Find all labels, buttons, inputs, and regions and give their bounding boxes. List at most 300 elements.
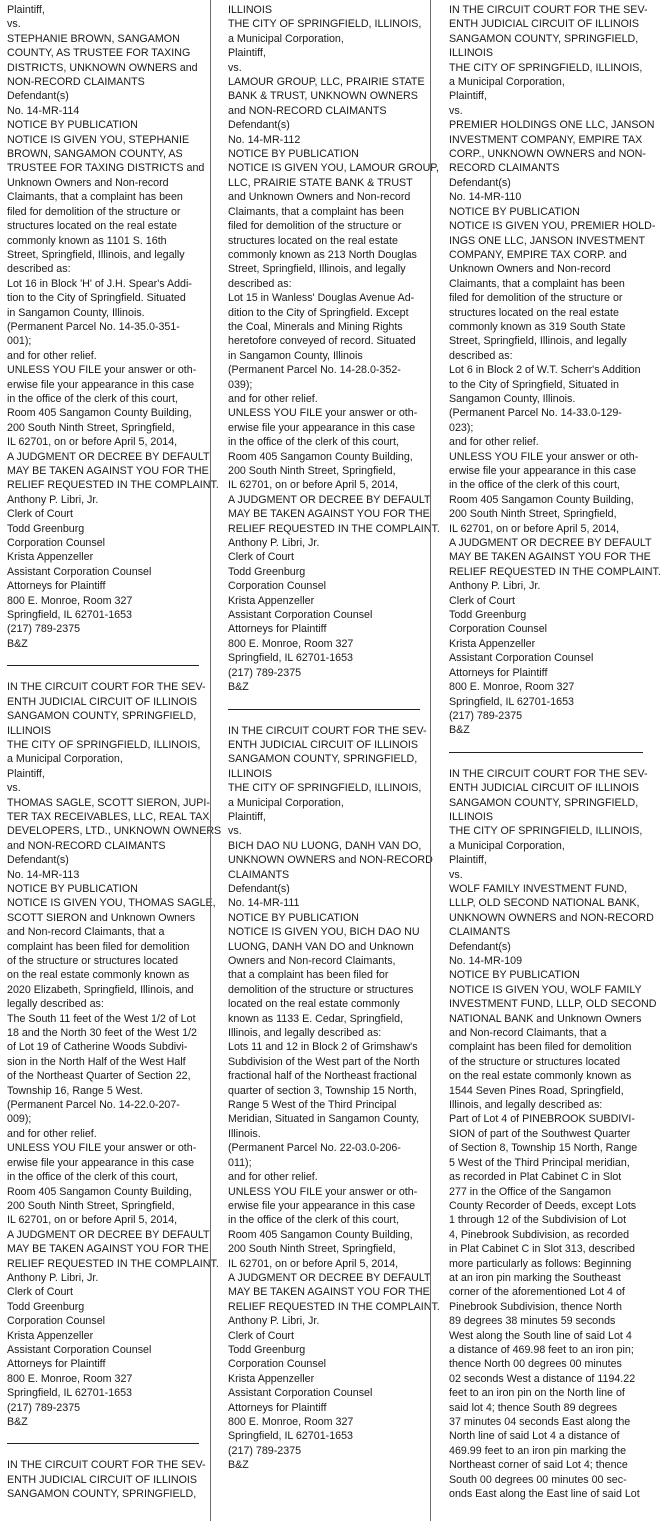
notice-text-line: Krista Appenzeller <box>449 637 536 650</box>
notice-text-line: Corporation Counsel <box>7 1315 106 1328</box>
notice-text-line: 2020 Elizabeth, Springfield, Illinois, and <box>7 983 194 996</box>
notice-text-line: A JUDGMENT OR DECREE BY DEFAULT <box>7 1228 210 1241</box>
notice-text-line: of Lot 19 of Catherine Woods Subdivi- <box>7 1041 188 1054</box>
notice-text-line: quarter of section 3, Township 15 North, <box>228 1084 417 1097</box>
notice-text-line: (Permanent Parcel No. 14-22.0-207- <box>7 1099 180 1112</box>
notice-text-line: CLAIMANTS <box>228 868 290 881</box>
notice-separator-rule <box>228 709 420 710</box>
notice-text-line: Plaintiff, <box>7 767 45 780</box>
notice-text-line: ILLINOIS <box>228 767 272 780</box>
notice-text-line: IL 62701, on or before April 5, 2014, <box>228 479 399 492</box>
notice-text-line: described as: <box>7 263 71 276</box>
notice-text-line: onds East along the East line of said Lot <box>449 1488 640 1501</box>
notice-text-line: demolition of the structure or structures <box>228 983 414 996</box>
notice-text-line: WOLF FAMILY INVESTMENT FUND, <box>449 882 628 895</box>
notice-text-line: Illinois. <box>228 1127 261 1140</box>
notice-text-line: Todd Greenburg <box>228 1343 306 1356</box>
notice-text-line: Attorneys for Plaintiff <box>449 666 548 679</box>
notice-text-line: (Permanent Parcel No. 22-03.0-206- <box>228 1142 401 1155</box>
notice-text-line: Assistant Corporation Counsel <box>228 609 373 622</box>
notice-text-line: No. 14-MR-114 <box>7 104 80 117</box>
notice-text-line: Street, Springfield, Illinois, and legally <box>449 335 627 348</box>
notice-text-line: Pinebrook Subdivision, thence North <box>449 1300 622 1313</box>
notice-text-line: NOTICE BY PUBLICATION <box>449 205 580 218</box>
notice-text-line: UNKNOWN OWNERS and NON-RECORD <box>228 854 433 867</box>
notice-text-line: a Municipal Corporation, <box>449 76 565 89</box>
notice-text-line: a distance of 469.98 feet to an iron pin; <box>449 1343 634 1356</box>
notice-text-line: sion in the North Half of the West Half <box>7 1055 186 1068</box>
legal-notice <box>449 767 657 1502</box>
notice-text-line: structures located on the real estate <box>228 234 398 247</box>
notice-text-line: ILLINOIS <box>449 810 493 823</box>
notice-text-line: and Non-record Claimants, that a <box>449 1027 607 1040</box>
notice-text-line: Anthony P. Libri, Jr. <box>449 580 541 593</box>
notice-text-line: IL 62701, on or before April 5, 2014, <box>7 436 178 449</box>
notice-text-line: at an iron pin marking the Southeast <box>449 1271 621 1284</box>
notice-text-line: Defendant(s) <box>7 854 69 867</box>
notice-text-line: IL 62701, on or before April 5, 2014, <box>449 522 620 535</box>
notice-text-line: and NON-RECORD CLAIMANTS <box>7 839 166 852</box>
notice-text-line: SION of part of the Southwest Quarter <box>449 1127 631 1140</box>
notice-text-line: Plaintiff, <box>7 4 45 16</box>
notice-text-line: IN THE CIRCUIT COURT FOR THE SEV- <box>449 767 648 780</box>
notice-text-line: IN THE CIRCUIT COURT FOR THE SEV- <box>449 4 648 16</box>
notice-text-line: Clerk of Court <box>7 508 73 521</box>
notice-text-line: Assistant Corporation Counsel <box>7 565 152 578</box>
notice-text-line: SANGAMON COUNTY, SPRINGFIELD, <box>449 32 639 45</box>
notice-text-line: described as: <box>449 349 513 362</box>
notice-text-line: RELIEF REQUESTED IN THE COMPLAINT. <box>228 1300 440 1313</box>
notice-text-line: ENTH JUDICIAL CIRCUIT OF ILLINOIS <box>449 782 640 795</box>
notice-text-line: MAY BE TAKEN AGAINST YOU FOR THE <box>449 551 651 564</box>
notice-text-line: NOTICE BY PUBLICATION <box>7 882 138 895</box>
notice-text-line: and for other relief. <box>228 1171 318 1184</box>
notice-text-line: and for other relief. <box>228 392 318 405</box>
column-1 <box>7 3 222 1502</box>
notice-text-line: RELIEF REQUESTED IN THE COMPLAINT. <box>7 1257 219 1270</box>
notice-text-line: Room 405 Sangamon County Building, <box>228 450 413 463</box>
notice-text-line: that a complaint has been filed for <box>228 969 389 982</box>
notice-text-line: more particularly as follows: Beginning <box>449 1257 632 1270</box>
notice-text-line: 011); <box>228 1156 252 1169</box>
notice-text-line: 200 South Ninth Street, Springfield, <box>228 465 396 477</box>
notice-text-line: Springfield, IL 62701-1653 <box>228 1430 353 1443</box>
notice-text-line: heretofore conveyed of record. Situated <box>228 335 416 348</box>
notice-text-line: MAY BE TAKEN AGAINST YOU FOR THE <box>7 465 209 477</box>
notice-text-line: (217) 789-2375 <box>228 1444 302 1457</box>
notice-text-line: filed for demolition of the structure or <box>449 292 623 305</box>
notice-text-line: Assistant Corporation Counsel <box>228 1387 373 1400</box>
notice-text-line: Claimants, that a complaint has been <box>228 205 404 218</box>
notice-text-line: in Sangamon County, Illinois <box>228 349 363 362</box>
notice-text-line: West along the South line of said Lot 4 <box>449 1329 632 1342</box>
notice-text-line: on the real estate commonly known as <box>7 969 190 982</box>
notice-text-line: Lot 15 in Wanless' Douglas Avenue Ad- <box>228 292 415 305</box>
notice-text-line: UNLESS YOU FILE your answer or oth- <box>228 1185 418 1198</box>
notice-text-line: filed for demolition of the structure or <box>228 220 402 233</box>
notice-text-line: BICH DAO NU LUONG, DANH VAN DO, <box>228 839 422 852</box>
notice-text-line: commonly known as 1101 S. 16th <box>7 234 167 247</box>
notice-text-line: on the real estate commonly known as <box>449 1070 632 1083</box>
notice-text-line: Clerk of Court <box>449 594 515 607</box>
notice-text-line: described as: <box>228 277 292 290</box>
notice-text-line: 200 South Ninth Street, Springfield, <box>7 1199 175 1212</box>
notice-text-line: thence North 00 degrees 00 minutes <box>449 1358 622 1371</box>
notice-text-line: Springfield, IL 62701-1653 <box>7 1387 132 1400</box>
notice-text-line: Room 405 Sangamon County Building, <box>7 1185 192 1198</box>
notice-text-line: Todd Greenburg <box>449 609 527 622</box>
notice-text-line: SANGAMON COUNTY, SPRINGFIELD, <box>7 710 197 723</box>
notice-text-line: and NON-RECORD CLAIMANTS <box>228 104 387 117</box>
notice-text-line: vs. <box>7 18 21 31</box>
legal-notice <box>7 680 222 1429</box>
notice-text-line: Meridian, Situated in Sangamon County, <box>228 1113 420 1126</box>
notice-text-line: 37 minutes 04 seconds East along the <box>449 1416 631 1428</box>
notice-text-line: Plaintiff, <box>449 90 487 103</box>
notice-text-line: the Coal, Minerals and Mining Rights <box>228 320 403 333</box>
notice-text-line: erwise file your appearance in this case <box>7 1156 195 1169</box>
notice-text-line: Attorneys for Plaintiff <box>7 580 106 593</box>
notice-text-line: INGS ONE LLC, JANSON INVESTMENT <box>449 234 645 247</box>
notice-text-line: STEPHANIE BROWN, SANGAMON <box>7 32 180 45</box>
notice-text-line: corner of the aforementioned Lot 4 of <box>449 1286 625 1299</box>
notice-text-line: in Sangamon County, Illinois. <box>7 306 145 319</box>
notice-text-line: Corporation Counsel <box>7 537 106 550</box>
notice-text-line: in the office of the clerk of this court, <box>228 436 399 449</box>
notice-text-line: NATIONAL BANK and Unknown Owners <box>449 1012 642 1025</box>
notice-text-line: Defendant(s) <box>228 882 290 895</box>
notice-text-line: IL 62701, on or before April 5, 2014, <box>7 1214 178 1227</box>
notice-text-line: vs. <box>449 104 463 117</box>
notice-text-line: (Permanent Parcel No. 14-33.0-129- <box>449 407 622 420</box>
notice-text-line: Part of Lot 4 of PINEBROOK SUBDIVI- <box>449 1113 635 1126</box>
notice-text-line: 800 E. Monroe, Room 327 <box>449 681 575 694</box>
notice-text-line: Plaintiff, <box>228 810 266 823</box>
notice-text-line: B&Z <box>7 1416 28 1428</box>
notice-text-line: 039); <box>228 378 253 391</box>
notice-text-line: A JUDGMENT OR DECREE BY DEFAULT <box>228 493 431 506</box>
notice-text-line: SANGAMON COUNTY, SPRINGFIELD, <box>7 1488 197 1501</box>
notice-text-line: 800 E. Monroe, Room 327 <box>7 1372 133 1385</box>
notice-text-line: Northeast corner of said Lot 4; thence <box>449 1459 628 1472</box>
legal-notice <box>228 3 440 695</box>
notice-text-line: NOTICE BY PUBLICATION <box>228 148 359 161</box>
notice-text-line: No. 14-MR-113 <box>7 868 80 881</box>
notice-text-line: ILLINOIS <box>7 724 51 737</box>
notice-text-line: Corporation Counsel <box>449 623 548 636</box>
notice-text-line: in the office of the clerk of this court, <box>228 1214 399 1227</box>
notice-text-line: A JUDGMENT OR DECREE BY DEFAULT <box>7 450 210 463</box>
notice-text-line: The South 11 feet of the West 1/2 of Lot <box>7 1012 196 1025</box>
notice-text-line: ILLINOIS <box>449 47 493 60</box>
legal-notice <box>449 3 661 738</box>
notice-text-line: Springfield, IL 62701-1653 <box>449 695 574 708</box>
notice-text-line: erwise file your appearance in this case <box>228 421 416 434</box>
notice-text-line: and for other relief. <box>449 436 539 449</box>
notice-text-line: No. 14-MR-109 <box>449 955 523 967</box>
notice-text-line: Plaintiff, <box>449 854 487 867</box>
notice-text-line: BANK & TRUST, UNKNOWN OWNERS <box>228 90 418 103</box>
notice-text-line: erwise file your appearance in this case <box>449 465 637 477</box>
notice-text-line: UNLESS YOU FILE your answer or oth- <box>7 364 197 377</box>
notice-text-line: Attorneys for Plaintiff <box>228 623 327 636</box>
notice-text-line: located on the real estate commonly <box>228 998 400 1011</box>
notice-text-line: B&Z <box>7 637 28 650</box>
notice-text-line: NOTICE IS GIVEN YOU, PREMIER HOLD- <box>449 220 656 233</box>
notice-text-line: COUNTY, AS TRUSTEE FOR TAXING <box>7 47 191 60</box>
notice-text-line: (217) 789-2375 <box>7 1401 81 1414</box>
notice-text-line: Claimants, that a complaint has been <box>449 277 625 290</box>
notice-separator-rule <box>7 665 199 666</box>
legal-notice <box>7 1458 206 1501</box>
notice-text-line: MAY BE TAKEN AGAINST YOU FOR THE <box>7 1243 209 1256</box>
notice-text-line: UNLESS YOU FILE your answer or oth- <box>7 1142 197 1155</box>
notice-text-line: Township 16, Range 5 West. <box>7 1084 143 1097</box>
notice-text-line: No. 14-MR-111 <box>228 897 300 910</box>
notice-text-line: IL 62701, on or before April 5, 2014, <box>228 1257 399 1270</box>
notice-text-line: a Municipal Corporation, <box>449 839 565 852</box>
notice-text-line: Street, Springfield, Illinois, and legally <box>7 248 185 261</box>
column-divider <box>430 0 431 1521</box>
notice-text-line: and for other relief. <box>7 349 97 362</box>
notice-text-line: in Plat Cabinet C in Slot 313, described <box>449 1243 635 1256</box>
notice-text-line: THE CITY OF SPRINGFIELD, ILLINOIS, <box>228 782 422 795</box>
notice-text-line: Krista Appenzeller <box>228 594 315 607</box>
notice-text-line: No. 14-MR-110 <box>449 191 522 204</box>
notice-text-line: Todd Greenburg <box>228 565 306 578</box>
notice-text-line: IN THE CIRCUIT COURT FOR THE SEV- <box>228 724 427 737</box>
notice-text-line: North line of said Lot 4 a distance of <box>449 1430 620 1443</box>
notice-text-line: 5 West of the Third Principal meridian, <box>449 1156 630 1169</box>
notice-text-line: Lot 6 in Block 2 of W.T. Scherr's Addition <box>449 364 641 377</box>
notice-text-line: feet to an iron pin on the North line of <box>449 1387 625 1400</box>
notice-text-line: Anthony P. Libri, Jr. <box>228 1315 320 1328</box>
notice-text-line: Defendant(s) <box>449 176 511 189</box>
notice-text-line: ILLINOIS <box>228 4 272 16</box>
notice-text-line: NOTICE IS GIVEN YOU, BICH DAO NU <box>228 926 420 939</box>
notice-text-line: ENTH JUDICIAL CIRCUIT OF ILLINOIS <box>449 18 640 31</box>
notice-text-line: THE CITY OF SPRINGFIELD, ILLINOIS, <box>7 738 201 751</box>
notice-text-line: Clerk of Court <box>7 1286 73 1299</box>
notice-text-line: to the City of Springfield, Situated in <box>449 378 619 391</box>
notice-text-line: Room 405 Sangamon County Building, <box>7 407 192 420</box>
notice-text-line: NOTICE BY PUBLICATION <box>7 119 138 132</box>
notice-text-line: NOTICE BY PUBLICATION <box>228 911 359 924</box>
notice-text-line: MAY BE TAKEN AGAINST YOU FOR THE <box>228 1286 430 1299</box>
notice-text-line: Corporation Counsel <box>228 1358 327 1371</box>
notice-text-line: Range 5 West of the Third Principal <box>228 1099 397 1112</box>
notice-text-line: No. 14-MR-112 <box>228 133 301 146</box>
notice-text-line: NON-RECORD CLAIMANTS <box>7 76 145 89</box>
notice-text-line: Assistant Corporation Counsel <box>7 1343 152 1356</box>
notice-text-line: County Recorder of Deeds, except Lots <box>449 1199 637 1212</box>
notice-text-line: CLAIMANTS <box>449 926 511 939</box>
notice-text-line: Anthony P. Libri, Jr. <box>7 1271 99 1284</box>
notice-text-line: 800 E. Monroe, Room 327 <box>228 637 354 650</box>
column-2 <box>228 3 440 1473</box>
notice-text-line: of the structure or structures located <box>7 955 179 967</box>
notice-text-line: IN THE CIRCUIT COURT FOR THE SEV- <box>7 681 206 694</box>
notice-text-line: LLLP, OLD SECOND NATIONAL BANK, <box>449 897 640 910</box>
notice-text-line: 200 South Ninth Street, Springfield, <box>228 1243 396 1256</box>
notice-text-line: Springfield, IL 62701-1653 <box>228 652 353 665</box>
notice-text-line: Clerk of Court <box>228 551 294 564</box>
notice-text-line: (217) 789-2375 <box>7 623 81 636</box>
notice-text-line: DEVELOPERS, LTD., UNKNOWN OWNERS <box>7 825 222 838</box>
notice-text-line: of the Northeast Quarter of Section 22, <box>7 1070 191 1083</box>
notice-text-line: Unknown Owners and Non-record <box>7 176 169 189</box>
notice-text-line: vs. <box>449 868 463 881</box>
notice-text-line: Claimants, that a complaint has been <box>7 191 183 204</box>
notice-text-line: UNLESS YOU FILE your answer or oth- <box>449 450 639 463</box>
notice-text-line: SCOTT SIERON and Unknown Owners <box>7 911 196 924</box>
notice-text-line: complaint has been filed for demolition <box>7 940 190 953</box>
notice-text-line: of Section 8, Township 15 North, Range <box>449 1142 638 1155</box>
notice-text-line: (217) 789-2375 <box>228 666 302 679</box>
notice-text-line: 1544 Seven Pines Road, Springfield, <box>449 1084 624 1097</box>
notice-text-line: B&Z <box>228 1459 249 1472</box>
legal-notice <box>228 724 440 1473</box>
notice-text-line: CORP., UNKNOWN OWNERS and NON- <box>449 148 646 161</box>
notice-text-line: Attorneys for Plaintiff <box>228 1401 327 1414</box>
notice-text-line: Todd Greenburg <box>7 1300 85 1313</box>
notice-text-line: (217) 789-2375 <box>449 709 523 722</box>
notice-text-line: LAMOUR GROUP, LLC, PRAIRIE STATE <box>228 76 425 89</box>
notice-separator-rule <box>449 752 643 753</box>
notice-text-line: known as 1133 E. Cedar, Springfield, <box>228 1012 404 1025</box>
notice-text-line: Anthony P. Libri, Jr. <box>7 493 99 506</box>
notice-text-line: NOTICE IS GIVEN YOU, LAMOUR GROUP, <box>228 162 440 175</box>
notice-text-line: vs. <box>7 782 21 795</box>
notice-text-line: MAY BE TAKEN AGAINST YOU FOR THE <box>228 508 430 521</box>
notice-text-line: dition to the City of Springfield. Except <box>228 306 409 319</box>
notice-text-line: Defendant(s) <box>228 119 290 132</box>
notice-text-line: LLC, PRAIRIE STATE BANK & TRUST <box>228 176 413 189</box>
column-divider <box>210 0 211 1521</box>
notice-text-line: Owners and Non-record Claimants, <box>228 955 396 967</box>
notice-text-line: SANGAMON COUNTY, SPRINGFIELD, <box>228 753 418 766</box>
column-3 <box>449 3 661 1501</box>
notice-text-line: RELIEF REQUESTED IN THE COMPLAINT. <box>449 565 661 578</box>
notice-text-line: Defendant(s) <box>7 90 69 103</box>
notice-text-line: commonly known as 319 South State <box>449 320 626 333</box>
notice-text-line: RELIEF REQUESTED IN THE COMPLAINT. <box>228 522 440 535</box>
notice-text-line: 800 E. Monroe, Room 327 <box>228 1416 354 1428</box>
notice-text-line: 89 degrees 38 minutes 59 seconds <box>449 1315 616 1328</box>
notice-text-line: Room 405 Sangamon County Building, <box>449 493 634 506</box>
notice-text-line: NOTICE IS GIVEN YOU, STEPHANIE <box>7 133 190 146</box>
notice-text-line: UNLESS YOU FILE your answer or oth- <box>228 407 418 420</box>
notice-text-line: tion to the City of Springfield. Situated <box>7 292 186 305</box>
notice-text-line: fractional half of the Northeast fractional <box>228 1070 417 1083</box>
notice-text-line: filed for demolition of the structure or <box>7 205 181 218</box>
notice-text-line: and Non-record Claimants, that a <box>7 926 165 939</box>
notice-text-line: Krista Appenzeller <box>7 1329 94 1342</box>
notice-text-line: Defendant(s) <box>449 940 511 953</box>
notice-text-line: structures located on the real estate <box>449 306 619 319</box>
notice-text-line: Lots 11 and 12 in Block 2 of Grimshaw's <box>228 1041 418 1054</box>
notice-text-line: Lot 16 in Block 'H' of J.H. Spear's Addi- <box>7 277 192 290</box>
notice-text-line: as recorded in Plat Cabinet C in Slot <box>449 1171 622 1184</box>
notice-text-line: BROWN, SANGAMON COUNTY, AS <box>7 148 183 161</box>
notice-text-line: Plaintiff, <box>228 47 266 60</box>
legal-notice <box>7 3 219 651</box>
notice-text-line: a Municipal Corporation, <box>228 796 344 809</box>
notice-text-line: ENTH JUDICIAL CIRCUIT OF ILLINOIS <box>228 738 419 751</box>
notice-text-line: Room 405 Sangamon County Building, <box>228 1228 413 1241</box>
notice-text-line: and Unknown Owners and Non-record <box>228 191 411 204</box>
notice-text-line: TER TAX RECEIVABLES, LLC, REAL TAX <box>7 810 210 823</box>
notice-text-line: 200 South Ninth Street, Springfield, <box>7 421 175 434</box>
notice-text-line: erwise file your appearance in this case <box>228 1199 416 1212</box>
notice-text-line: NOTICE IS GIVEN YOU, THOMAS SAGLE, <box>7 897 216 910</box>
notice-text-line: structures located on the real estate <box>7 220 177 233</box>
notice-text-line: NOTICE BY PUBLICATION <box>449 969 580 982</box>
notice-text-line: 277 in the Office of the Sangamon <box>449 1185 612 1198</box>
notice-text-line: Clerk of Court <box>228 1329 294 1342</box>
notice-text-line: IN THE CIRCUIT COURT FOR THE SEV- <box>7 1459 206 1472</box>
notice-text-line: RECORD CLAIMANTS <box>449 162 560 175</box>
notice-text-line: Sangamon County, Illinois. <box>449 392 576 405</box>
notice-text-line: Springfield, IL 62701-1653 <box>7 609 132 622</box>
notice-text-line: THE CITY OF SPRINGFIELD, ILLINOIS, <box>228 18 422 31</box>
notice-text-line: A JUDGMENT OR DECREE BY DEFAULT <box>228 1271 431 1284</box>
notice-text-line: 009); <box>7 1113 32 1126</box>
notice-text-line: erwise file your appearance in this case <box>7 378 195 391</box>
notice-text-line: Illinois, and legally described as: <box>449 1099 603 1112</box>
notice-text-line: legally described as: <box>7 998 104 1011</box>
notice-text-line: Subdivision of the West part of the North <box>228 1055 420 1068</box>
notice-text-line: complaint has been filed for demolition <box>449 1041 632 1054</box>
notice-text-line: Todd Greenburg <box>7 522 85 535</box>
notice-text-line: in the office of the clerk of this court, <box>449 479 620 492</box>
notice-text-line: NOTICE IS GIVEN YOU, WOLF FAMILY <box>449 983 642 996</box>
notice-text-line: TRUSTEE FOR TAXING DISTRICTS and <box>7 162 205 175</box>
notice-text-line: ENTH JUDICIAL CIRCUIT OF ILLINOIS <box>7 695 198 708</box>
notice-text-line: 4, Pinebrook Subdivision, as recorded <box>449 1228 630 1241</box>
notice-text-line: in the office of the clerk of this court, <box>7 392 178 405</box>
notice-text-line: Assistant Corporation Counsel <box>449 652 594 665</box>
notice-text-line: a Municipal Corporation, <box>228 32 344 45</box>
notice-text-line: a Municipal Corporation, <box>7 753 123 766</box>
notice-text-line: Krista Appenzeller <box>228 1372 315 1385</box>
notice-text-line: in the office of the clerk of this court, <box>7 1171 178 1184</box>
notice-text-line: INVESTMENT COMPANY, EMPIRE TAX <box>449 133 643 146</box>
notice-text-line: ENTH JUDICIAL CIRCUIT OF ILLINOIS <box>7 1473 198 1486</box>
notice-text-line: LUONG, DANH VAN DO and Unknown <box>228 940 414 953</box>
notice-text-line: PREMIER HOLDINGS ONE LLC, JANSON <box>449 119 655 132</box>
notice-text-line: vs. <box>228 825 242 838</box>
notice-text-line: THE CITY OF SPRINGFIELD, ILLINOIS, <box>449 61 643 74</box>
notice-text-line: INVESTMENT FUND, LLLP, OLD SECOND <box>449 998 657 1011</box>
notice-text-line: commonly known as 213 North Douglas <box>228 248 417 261</box>
notice-text-line: UNKNOWN OWNERS and NON-RECORD <box>449 911 654 924</box>
notice-text-line: Corporation Counsel <box>228 580 327 593</box>
notice-text-line: B&Z <box>449 724 470 737</box>
notice-text-line: (Permanent Parcel No. 14-35.0-351- <box>7 320 180 333</box>
notice-text-line: SANGAMON COUNTY, SPRINGFIELD, <box>449 796 639 809</box>
notice-text-line: 200 South Ninth Street, Springfield, <box>449 508 617 521</box>
notice-text-line: 18 and the North 30 feet of the West 1/2 <box>7 1027 197 1040</box>
notice-text-line: Attorneys for Plaintiff <box>7 1358 106 1371</box>
notice-text-line: Illinois, and legally described as: <box>228 1027 382 1040</box>
notice-text-line: of the structure or structures located <box>449 1055 621 1068</box>
notice-separator-rule <box>7 1443 199 1444</box>
notice-text-line: DISTRICTS, UNKNOWN OWNERS and <box>7 61 198 74</box>
notice-text-line: 001); <box>7 335 32 348</box>
notice-text-line: COMPANY, EMPIRE TAX CORP. and <box>449 248 627 261</box>
notice-text-line: 800 E. Monroe, Room 327 <box>7 594 133 607</box>
